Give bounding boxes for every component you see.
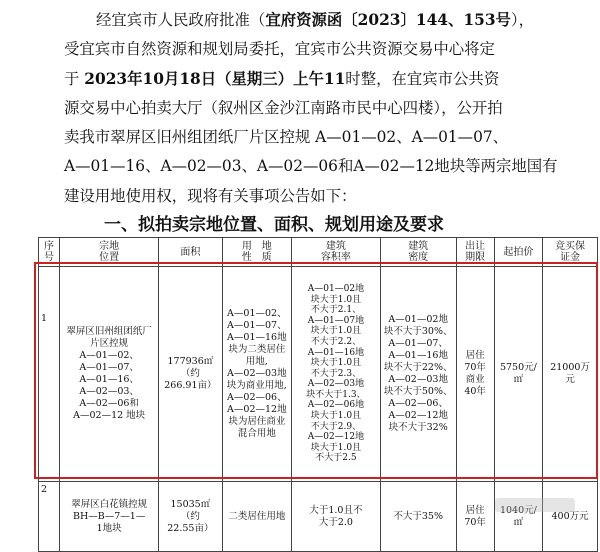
watermark: [495, 498, 575, 512]
parcel-area: 177936㎡ （约 266.91亩）: [159, 267, 222, 482]
notice-text: ），: [510, 11, 535, 29]
col-header: 起拍价: [494, 238, 543, 267]
notice-line-3: [64, 65, 584, 94]
notice-line-1: [64, 6, 584, 35]
col-header: 序号: [39, 238, 60, 267]
building-density: A—01—02地 块不大于30%、 A—01—07、 A—01—16地 块不大于22%、 A—02—03地 块不大于50%、 A—02—06、 A—02—12地 块不大于32%: [380, 267, 456, 482]
notice-text: 经宜宾市人民政府批准（: [96, 11, 266, 29]
notice-line-2: 受宜宾市自然资源和规划局委托，宜宾市公共资源交易中心将定: [64, 40, 495, 59]
starting-price: 1040元/ ㎡: [494, 482, 543, 552]
starting-price: 5750元/ ㎡: [494, 267, 543, 482]
floor-area-ratio: 大于1.0且不 大于2.0: [292, 482, 381, 552]
table-row: [39, 267, 598, 482]
floor-area-ratio: A—01—02地 块大于1.0且 不大于2.1、 A—01—07地 块大于1.0且 不大于2.2、 A—01—16地 块大于1.0且 不大于2.3、 A—02—03地 块不大于1.3、 A—02—06地 块大于1.0且 不大于2.9、 A—02—12地 块大于1.0且 不大于2.5: [292, 267, 381, 482]
auction-datetime: 2023年10月18日（星期三）上午11: [84, 69, 346, 88]
parcel-location: 翠屏区旧州组团纸厂片区控规 A—01—02、 A—01—07、 A—01—16、 A—02—03、 A—02—06和 A—02—12 地块: [60, 267, 159, 482]
notice-line-5: 卖我市翠屏区旧州组团纸厂片区控规 A—01—02、A—01—07、: [64, 128, 509, 147]
table-row: [39, 482, 598, 552]
row-number: 1: [39, 267, 60, 482]
notice-line-6: A—01—16、A—02—03、A—02—06和A—02—12地块等两宗地国有: [64, 157, 558, 176]
notice-line-7: 建设用地使用权，现将有关事项公告如下：: [64, 186, 357, 205]
bid-deposit: 21000万 元: [543, 267, 598, 482]
col-header: 出让 期限: [456, 238, 494, 267]
land-use: 二类居住用地: [222, 482, 292, 552]
notice-paragraph: [64, 6, 584, 211]
notice-line-4: 源交易中心拍卖大厅（叙州区金沙江南路市民中心四楼），公开拍: [64, 98, 503, 117]
table-header-row: [39, 238, 598, 267]
building-density: 不大于35%: [380, 482, 456, 552]
lease-term: 居住 70年: [456, 482, 494, 552]
col-header: 建筑 容积率: [292, 238, 381, 267]
parcel-area: 15035㎡ （约 22.55亩）: [159, 482, 222, 552]
row-number: 2: [39, 482, 60, 552]
col-header: 面积: [159, 238, 222, 267]
approval-document-number: 宜府资源函〔2023〕144、153号: [265, 11, 511, 29]
bid-deposit: 400万元: [543, 482, 598, 552]
col-header: 宗地 位置: [60, 238, 159, 267]
parcel-location: 翠屏区白花镇控规 BH—B—7—1— 1地块: [60, 482, 159, 552]
lease-term: 居住 70年 商业 40年: [456, 267, 494, 482]
notice-text: 于: [64, 69, 85, 88]
section-heading: 一、拟拍卖宗地位置、面积、规划用途及要求: [104, 215, 444, 235]
col-header: 竞买保 证金: [543, 238, 598, 267]
col-header: 建筑 密度: [380, 238, 456, 267]
notice-text: 时整，在宜宾市公共资: [345, 69, 500, 88]
col-header: 用 地 性 质: [222, 238, 292, 267]
land-use: A—01—02、 A—01—07、 A—01—16地 块为二类居住 用地, A—02—03地 块为商业用地, A—02—06、 A—02—12地 块为居住商业 混合用地: [222, 267, 292, 482]
